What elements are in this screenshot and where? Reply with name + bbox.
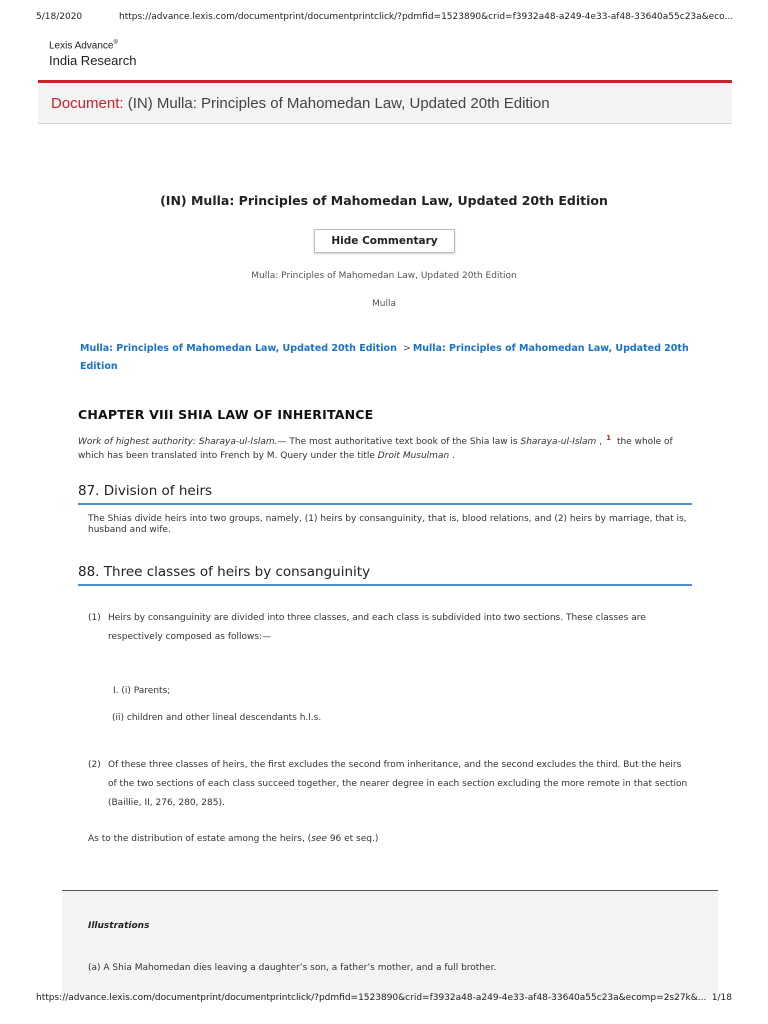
document-label: Document: [51,95,124,112]
document-author: Mulla [372,299,396,309]
distribution-text-a: As to the distribution of estate among the heirs, ( [88,834,312,844]
print-date: 5/18/2020 [36,12,83,22]
print-footer-url: https://advance.lexis.com/documentprint/documentprintclick/?pdmfid=1523890&crid=f3932a48-a249-4e33-af48-33640a55c23a&ecomp=2s27k&... [36,993,707,1003]
document-bar-name: (IN) Mulla: Principles of Mahomedan Law, Updated 20th Edition [127,95,550,112]
breadcrumb-separator: > [402,343,411,354]
footnote-link[interactable]: 1 [606,434,611,442]
intro-book-title: Sharaya-ul-Islam [520,437,597,447]
section-87-heading: 87. Division of heirs [78,483,692,505]
document-bar-title [51,95,550,112]
intro-text-a: — The most authoritative text book of the Shia law is [277,437,518,447]
list-item [88,609,688,647]
section-88-heading: 88. Three classes of heirs by consanguinity [78,564,692,586]
intro-end: . [452,451,455,461]
chapter-title: CHAPTER VIII SHIA LAW OF INHERITANCE [78,407,374,422]
document-title-bar [38,80,732,124]
intro-text-b: the whole of which has been translated into French by M. Query under the title [78,437,673,461]
print-footer [36,993,732,1005]
item-number: (1) [88,613,101,623]
intro-comma: , [599,437,603,447]
brand-logo [49,40,136,68]
print-header [36,12,732,24]
illustrations-title: Illustrations [88,921,150,931]
document-subtitle: Mulla: Principles of Mahomedan Law, Updated 20th Edition [251,271,517,281]
class-sub-item-parents: I. (i) Parents; [113,686,171,696]
item-text: Of these three classes of heirs, the first excludes the second from inheritance, and the second excludes the third. But the heirs of the two sections of each class succeed together, the nearer degree in each section excluding the more remote in that section (Baillie, II, 276, 280, 285). [108,760,688,808]
print-url: https://advance.lexis.com/documentprint/documentprintclick/?pdmfid=1523890&crid=f3932a48-a249-4e33-af48-33640a55c23a&eco... [119,12,734,22]
class-sub-item-descendants: (ii) children and other lineal descendants h.l.s. [112,713,322,723]
distribution-text-b: 96 et seq.) [326,834,379,844]
intro-french-title: Droit Musulman [377,451,450,461]
chapter-intro [78,431,693,463]
registered-mark: ® [113,40,118,46]
breadcrumb-link-2[interactable]: Mulla: Principles of Mahomedan Law, Updated 20th Edition [80,343,689,372]
distribution-see: see [311,834,327,844]
hide-commentary-button[interactable]: Hide Commentary [314,229,455,253]
item-number: (2) [88,760,101,770]
page-title: (IN) Mulla: Principles of Mahomedan Law, Updated 20th Edition [160,193,608,208]
list-item [88,756,688,813]
illustrations-box [62,890,718,1000]
page-number: 1/18 [711,993,732,1003]
breadcrumb [80,340,695,376]
illustration-item: (a) A Shia Mahomedan dies leaving a daughter’s son, a father’s mother, and a full brother. [88,963,497,973]
distribution-note [88,834,378,844]
brand-product: India Research [49,53,137,69]
breadcrumb-link-1[interactable]: Mulla: Principles of Mahomedan Law, Updated 20th Edition [80,343,397,354]
item-text: Heirs by consanguinity are divided into three classes, and each class is subdivided into two sections. These classes are respectively composed as follows:— [108,613,646,642]
brand-name: Lexis Advance [49,40,114,52]
section-87-body: The Shias divide heirs into two groups, namely, (1) heirs by consanguinity, that is, blood relations, and (2) heirs by marriage, that is, husband and wife. [88,514,687,535]
intro-italic-lead: Work of highest authority: Sharaya-ul-Islam. [78,437,278,447]
